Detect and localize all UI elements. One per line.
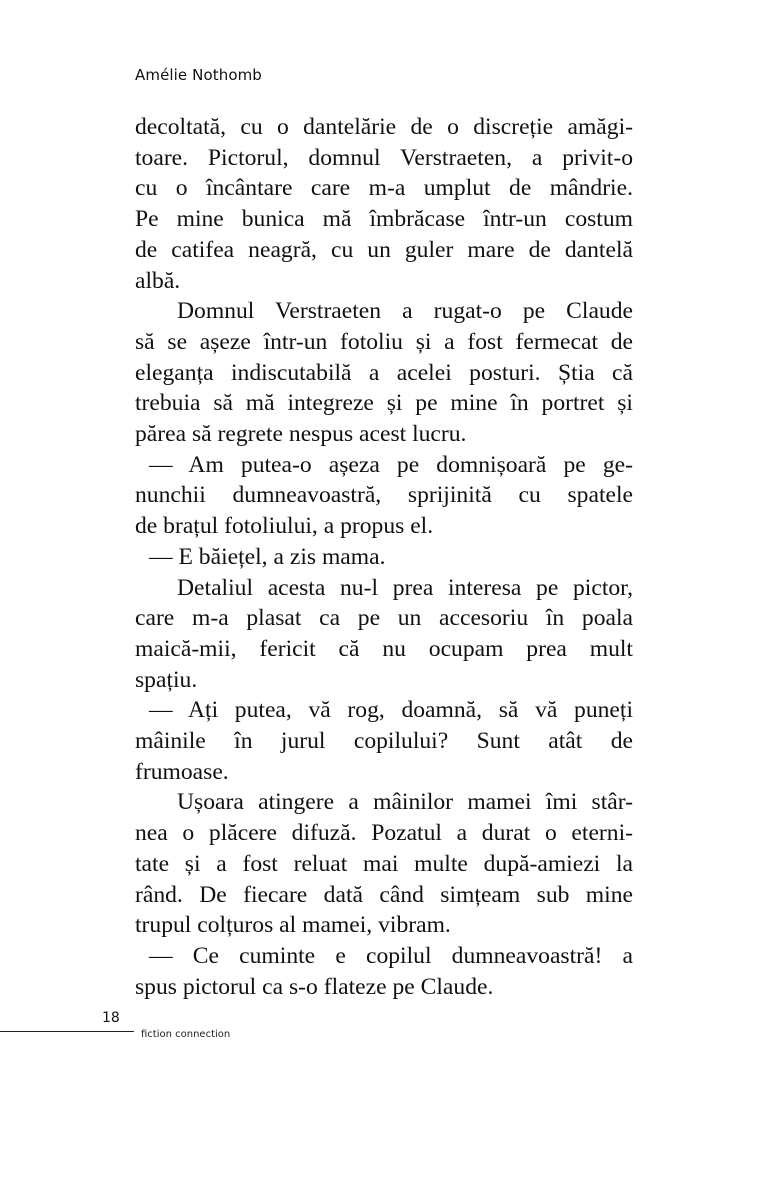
text-line: Detaliul acesta nu-l prea interesa pe pictor,: [177, 574, 633, 601]
dialogue-line: — Ce cuminte e copilul dumneavoastră! a: [149, 942, 633, 969]
text-line: de brațul fotoliului, a propus el.: [135, 513, 434, 540]
text-line: frumoase.: [135, 758, 229, 785]
dialogue-line: — Ați putea, vă rog, doamnă, să vă puneți: [149, 697, 633, 724]
text-line: albă.: [135, 267, 181, 294]
text-line: de catifea neagră, cu un guler mare de dantelă: [135, 236, 633, 263]
text-line: trupul colțuros al mamei, vibram.: [135, 912, 451, 939]
dialogue-line: — Am putea-o așeza pe domnișoară pe ge-: [149, 451, 633, 478]
text-line: să se așeze într-un fotoliu și a fost fermecat de: [135, 328, 633, 355]
text-line: toare. Pictorul, domnul Verstraeten, a privit-o: [135, 144, 633, 171]
imprint-label: fiction connection: [141, 1029, 231, 1040]
running-header-author: Amélie Nothomb: [135, 66, 262, 84]
text-line: maică-mii, fericit că nu ocupam prea mult: [135, 635, 633, 662]
text-line: nea o plăcere difuză. Pozatul a durat o eterni-: [135, 820, 633, 847]
text-line: trebuia să mă integreze și pe mine în portret și: [135, 390, 633, 417]
text-line: cu o încântare care m-a umplut de mândrie.: [135, 175, 633, 202]
text-line: tate și a fost reluat mai multe după-amiezi la: [135, 850, 633, 877]
body-text: [135, 112, 633, 1002]
footer-rule: [0, 1031, 134, 1032]
text-line: rând. De fiecare dată când simțeam sub mine: [135, 881, 633, 908]
page-number: 18: [102, 1010, 120, 1026]
text-line: părea să regrete nespus acest lucru.: [135, 421, 467, 448]
text-line: nunchii dumneavoastră, sprijinită cu spatele: [135, 482, 633, 509]
text-line: decoltată, cu o dantelărie de o discreție amăgi-: [135, 114, 633, 140]
text-line: spus pictorul ca s-o flateze pe Claude.: [135, 973, 494, 1000]
text-line: mâinile în jurul copilului? Sunt atât de: [135, 728, 633, 755]
text-line: Pe mine bunica mă îmbrăcase într-un costum: [135, 206, 633, 233]
text-line: eleganța indiscutabilă a acelei posturi. Știa că: [135, 359, 633, 386]
text-line: care m-a plasat ca pe un accesoriu în poala: [135, 605, 633, 632]
text-line: spațiu.: [135, 666, 198, 693]
dialogue-line: — E băiețel, a zis mama.: [149, 543, 386, 570]
text-line: Domnul Verstraeten a rugat-o pe Claude: [177, 298, 633, 325]
text-line: Ușoara atingere a mâinilor mamei îmi stâr-: [177, 789, 633, 816]
